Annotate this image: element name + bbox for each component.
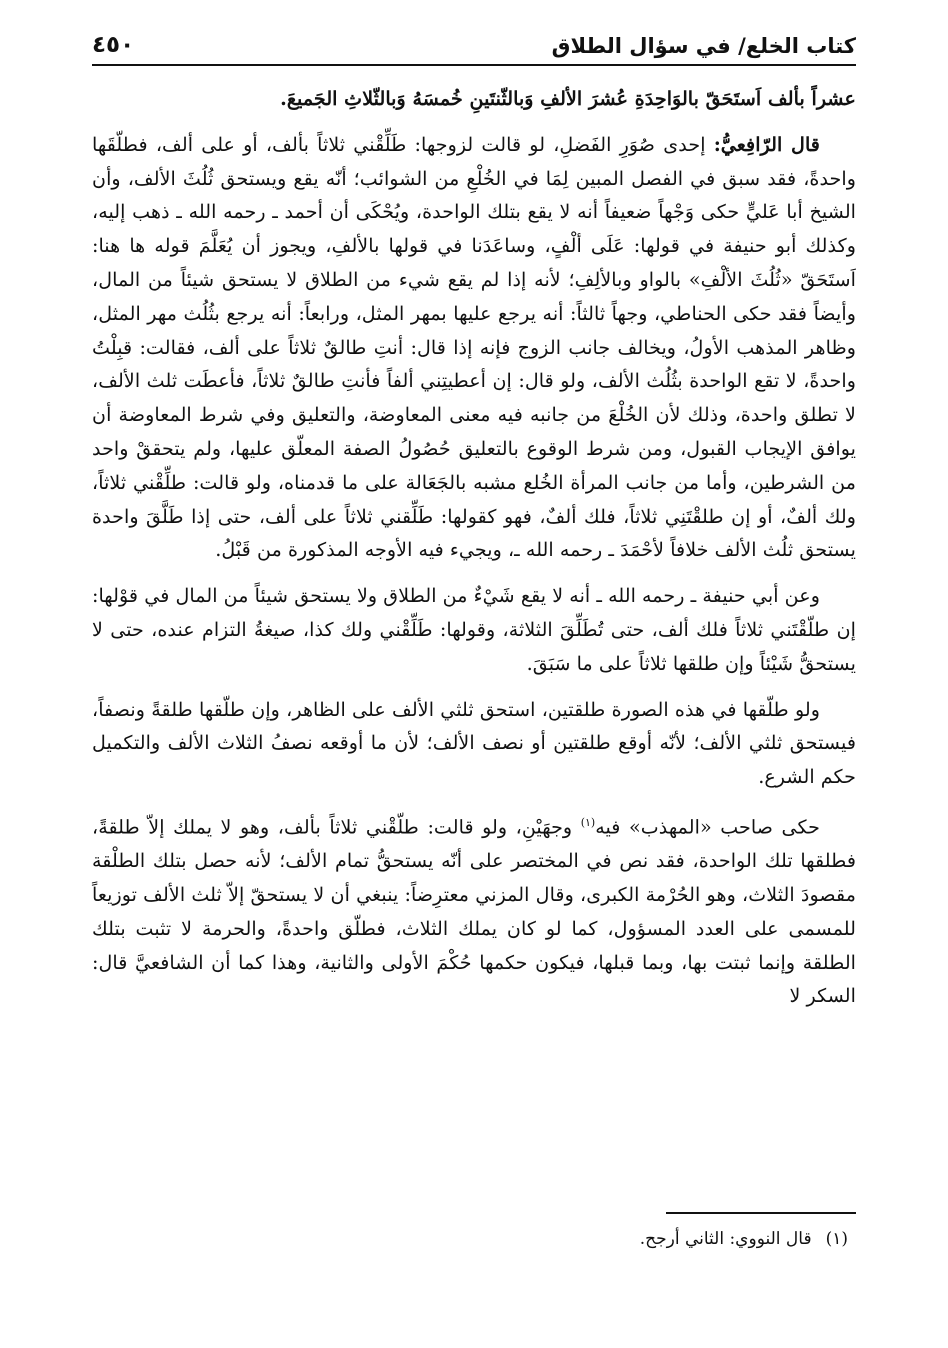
paragraph-4: ولو طلّقها في هذه الصورة طلقتين، استحق ثلثي الألف على الظاهر، وإن طلّقها طلقةً ونصفاً، فيستحق ثلثي الألف؛ لأنّه أوقع طلقتين أو نصف الألف؛ لأن ما أوقعه نصفُ الثلاث الألف والتكميل حكم الشرع. [92, 697, 856, 789]
footnote-divider [666, 1212, 856, 1214]
paragraph-2-lead: قال الرّافِعيُّ: [713, 132, 820, 156]
paragraph-1: عشراً بألف اَستَحَقّ بالوَاحِدَةِ عُشرَ الألفِ وَبالثّنتَينِ خُمسَهُ وَبالثّلاثِ الجَميعَ. [280, 87, 856, 110]
footnote-marker: (١) [825, 1229, 848, 1249]
running-title: كتاب الخلع/ في سؤال الطلاق [551, 34, 856, 58]
paragraph-3: وعن أبي حنيفة ـ رحمه الله ـ أنه لا يقع شَيْءٌ من الطلاق ولا يستحق شيئاً من المال في قوْلها: إن طلّقْتَني ثلاثاً فلك ألف، حتى تُطَلِّقَ الثلاثة، وقولها: طَلِّقْني ولك كذا، صيغةُ التزام عنده، حتى لا يستحقُّ شَيْئاً وإن طلقها ثلاثاً على ما سَبَقَ. [92, 584, 856, 675]
page-header [92, 28, 856, 66]
footnote-reference: (١) [580, 815, 596, 829]
page-number: ٤٥٠ [92, 32, 135, 58]
paragraph-5-before: حكى صاحب «المهذب» فيه [595, 815, 820, 839]
footnote [92, 1225, 848, 1253]
paragraph-2-text: إحدى صُوَرِ الفَضلِ، لو قالت لزوجها: طَلِّقْني ثلاثاً بألف، أو على ألف، فطلّقَها واحدةً، فقد سبق في الفصل المبين لِمَا في الخُلْعِ من الشوائب؛ أنّه يقع ويستحق ثُلُثَ الألف، وأن الشيخ أبا عَليٍّ حكى وَجْهاً ضعيفاً أنه لا يقع بتلك الواحدة، ويُحْكَى أن أحمد ـ رحمه الله ـ ذهب إليه، وكذلك أبو حنيفة في قولها: عَلَى ألْفٍ، وساعَدَنا في قولها بالألفِ، ويجوز أن يُعَلَّمَ قوله ها هنا: اَستَحَقّ «ثُلُثَ الألْفِ» بالواو وبالألِفِ؛ لأنه إذا لم يقع شيء من الطلاق لا يستحق شيئاً من المال، وأيضاً فقد حكى الحناطي، وجهاً ثالثاً: أنه يرجع عليها بمهر المثل، ورابعاً: أنه يرجع بثُلُث مهر المثل، وظاهر المذهب الأولُ، ويخالف جانب الزوج فإنه إذا قال: أنتِ طالقٌ ثلاثاً على ألف، فقالت: قبِلْتُ واحدةً، لا تقع الواحدة بثُلُث الألف، ولو قال: إن أعطيتِني ألفاً فأنتِ طالقٌ ثلاثاً، فأعطَت ثلث الألف، لا تطلق واحدة، وذلك لأن الخُلْعَ من جانبه فيه معنى المعاوضة، والتعليق وفي شرط المعاوضة أن يوافق الإيجاب القبول، ومن شرط الوقوع بالتعليق حُصُولُ الصفة المعلّق عليها، ولم يتحققْ واحد من الشرطين، وأما من جانب المرأة الخُلع مشبه بالجَعَالة على ما قدمناه، ولو قالت: طلِّقْني ثلاثاً، ولك ألفٌ، أو إن طلقْتَنِي ثلاثاً، فلك ألفٌ، فهو كقولها: طَلِّقني ثلاثاً على ألف، حتى إذا طَلَّقَ واحدة يستحق ثلُث الألف خلافاً لأحْمَدَ ـ رحمه الله ـ، ويجيء فيه الأوجه المذكورة من قَبْلُ. [92, 132, 856, 562]
paragraph-5-after: وجهَيْنِ، ولو قالت: طلّقْني ثلاثاً بألف، وهو لا يملك إلاّ طلقةً، فطلقها تلك الواحدة، فقد نص في المختصر على أنّه يستحقُّ تمام الألف؛ لأنه حصل بتلك الطلْقة مقصودَ الثلاث، وهو الحُرْمة الكبرى، وقال المزني معترِضاً: ينبغي أن لا يستحقّ إلاّ ثلث الألف توزيعاً للمسمى على العدد المسؤول، كما لو كان يملك الثلاث، فطلّق واحدةً، والحرمة لا تثبت بتلك الطلقة وإنما ثبتت بها، وبما قبلها، فيكون حكمها حُكْمَ الأولى والثانية، وهذا كما أن الشافعيَّ قال: السكر لا [92, 815, 856, 1008]
main-text [92, 82, 856, 1025]
footnote-text: قال النووي: الثاني أرجح. [639, 1229, 812, 1249]
paragraph-2 [92, 128, 856, 567]
paragraph-5 [92, 806, 856, 1013]
